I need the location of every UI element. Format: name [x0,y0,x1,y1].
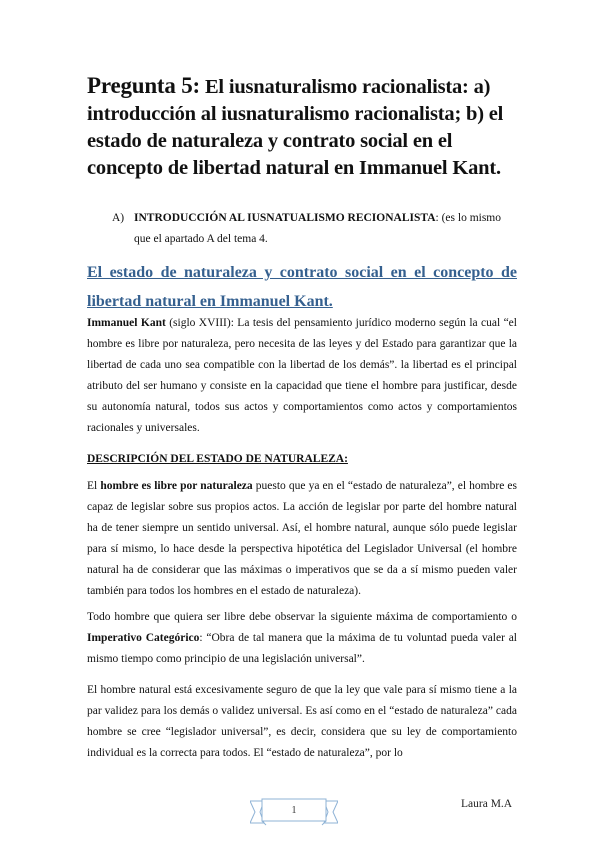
section-a-text-line2: que el apartado A del tema 4. [134,233,268,245]
paragraph-universal-legislator: El hombre natural está excesivamente seguro de que la ley que vale para sí mismo tiene a la par validez para los demás o validez universal. Es así como en el “estado de naturaleza” cada hombre se cree “legislador universal”, es decir, considera que su ley de comportamiento individual es la correcta para todos. El “estado de naturaleza”, por lo [87,684,517,759]
para2-bold: hombre es libre por naturaleza [100,480,253,492]
paragraph-categorical-imperative [87,607,517,670]
para1-text1: (siglo XVIII): La tesis del pensamiento jurídico moderno según la cual “el hombre es libre por naturaleza [87,317,517,350]
para1-text2: , pero necesita de las leyes y del Estado para garantizar que la libertad de cada uno sea compatible con la libertad de los demás”. la libertad es el principal atributo del ser humano y consiste en la capacidad que tiene el hombre para justificar, desde su autonomía natural, todos sus actos y comportamientos como actos y comportamientos racionales y universales. [87,338,518,434]
para2-text1: El [87,480,101,492]
kant-name: Immanuel Kant [87,317,166,329]
section-a-item [112,208,516,250]
section-a-heading: INTRODUCCIÓN AL IUSNATUALISMO RECIONALISTA [134,212,436,224]
section-a-text-line1: : (es lo mismo [435,212,502,224]
section-b-heading: El estado de naturaleza y contrato social en el concepto de libertad natural en Immanuel Kant. [87,264,517,310]
title-question-label: Pregunta 5: [87,73,201,98]
title-text: El iusnaturalismo racionalista: a) introducción al iusnaturalismo racionalista; b) el estado de naturaleza y contrato social en el concepto de libertad natural en Immanuel Kant. [87,76,504,179]
page-number: 1 [291,805,297,816]
description-heading: DESCRIPCIÓN DEL ESTADO DE NATURALEZA: [87,453,348,465]
page-number-ribbon [250,797,338,827]
para3-text1: Todo hombre que quiera ser libre debe observar la siguiente máxima de comportamiento o [87,611,517,623]
section-a-marker: A) [112,212,125,224]
footer-author: Laura M.A [461,798,513,810]
para3-text2: : “Obra de tal manera que la máxima de tu voluntad pueda valer al mismo tiempo como principio de una legislación universal”. [87,632,517,665]
para2-text2: puesto que ya en el “estado de naturaleza”, el hombre es capaz de legislar sobre sus propios actos. La acción de legislar por parte del hombre natural ha de tener siempre un sentido universal. Así, el hombre natural, aunque sólo puede legislar para sí mismo, lo hace desde la perspectiva hipotética del Legislador Universal (el hombre natural ha de considerar que las máximas o imperativos que se da a sí mismo pueden valer también para todos los hombres en el estado de naturaleza). [87,480,517,597]
page-title [87,72,517,182]
paragraph-free-by-nature [87,476,517,602]
paragraph-kant-intro [87,313,517,439]
para3-bold: Imperativo Categórico [87,632,200,644]
